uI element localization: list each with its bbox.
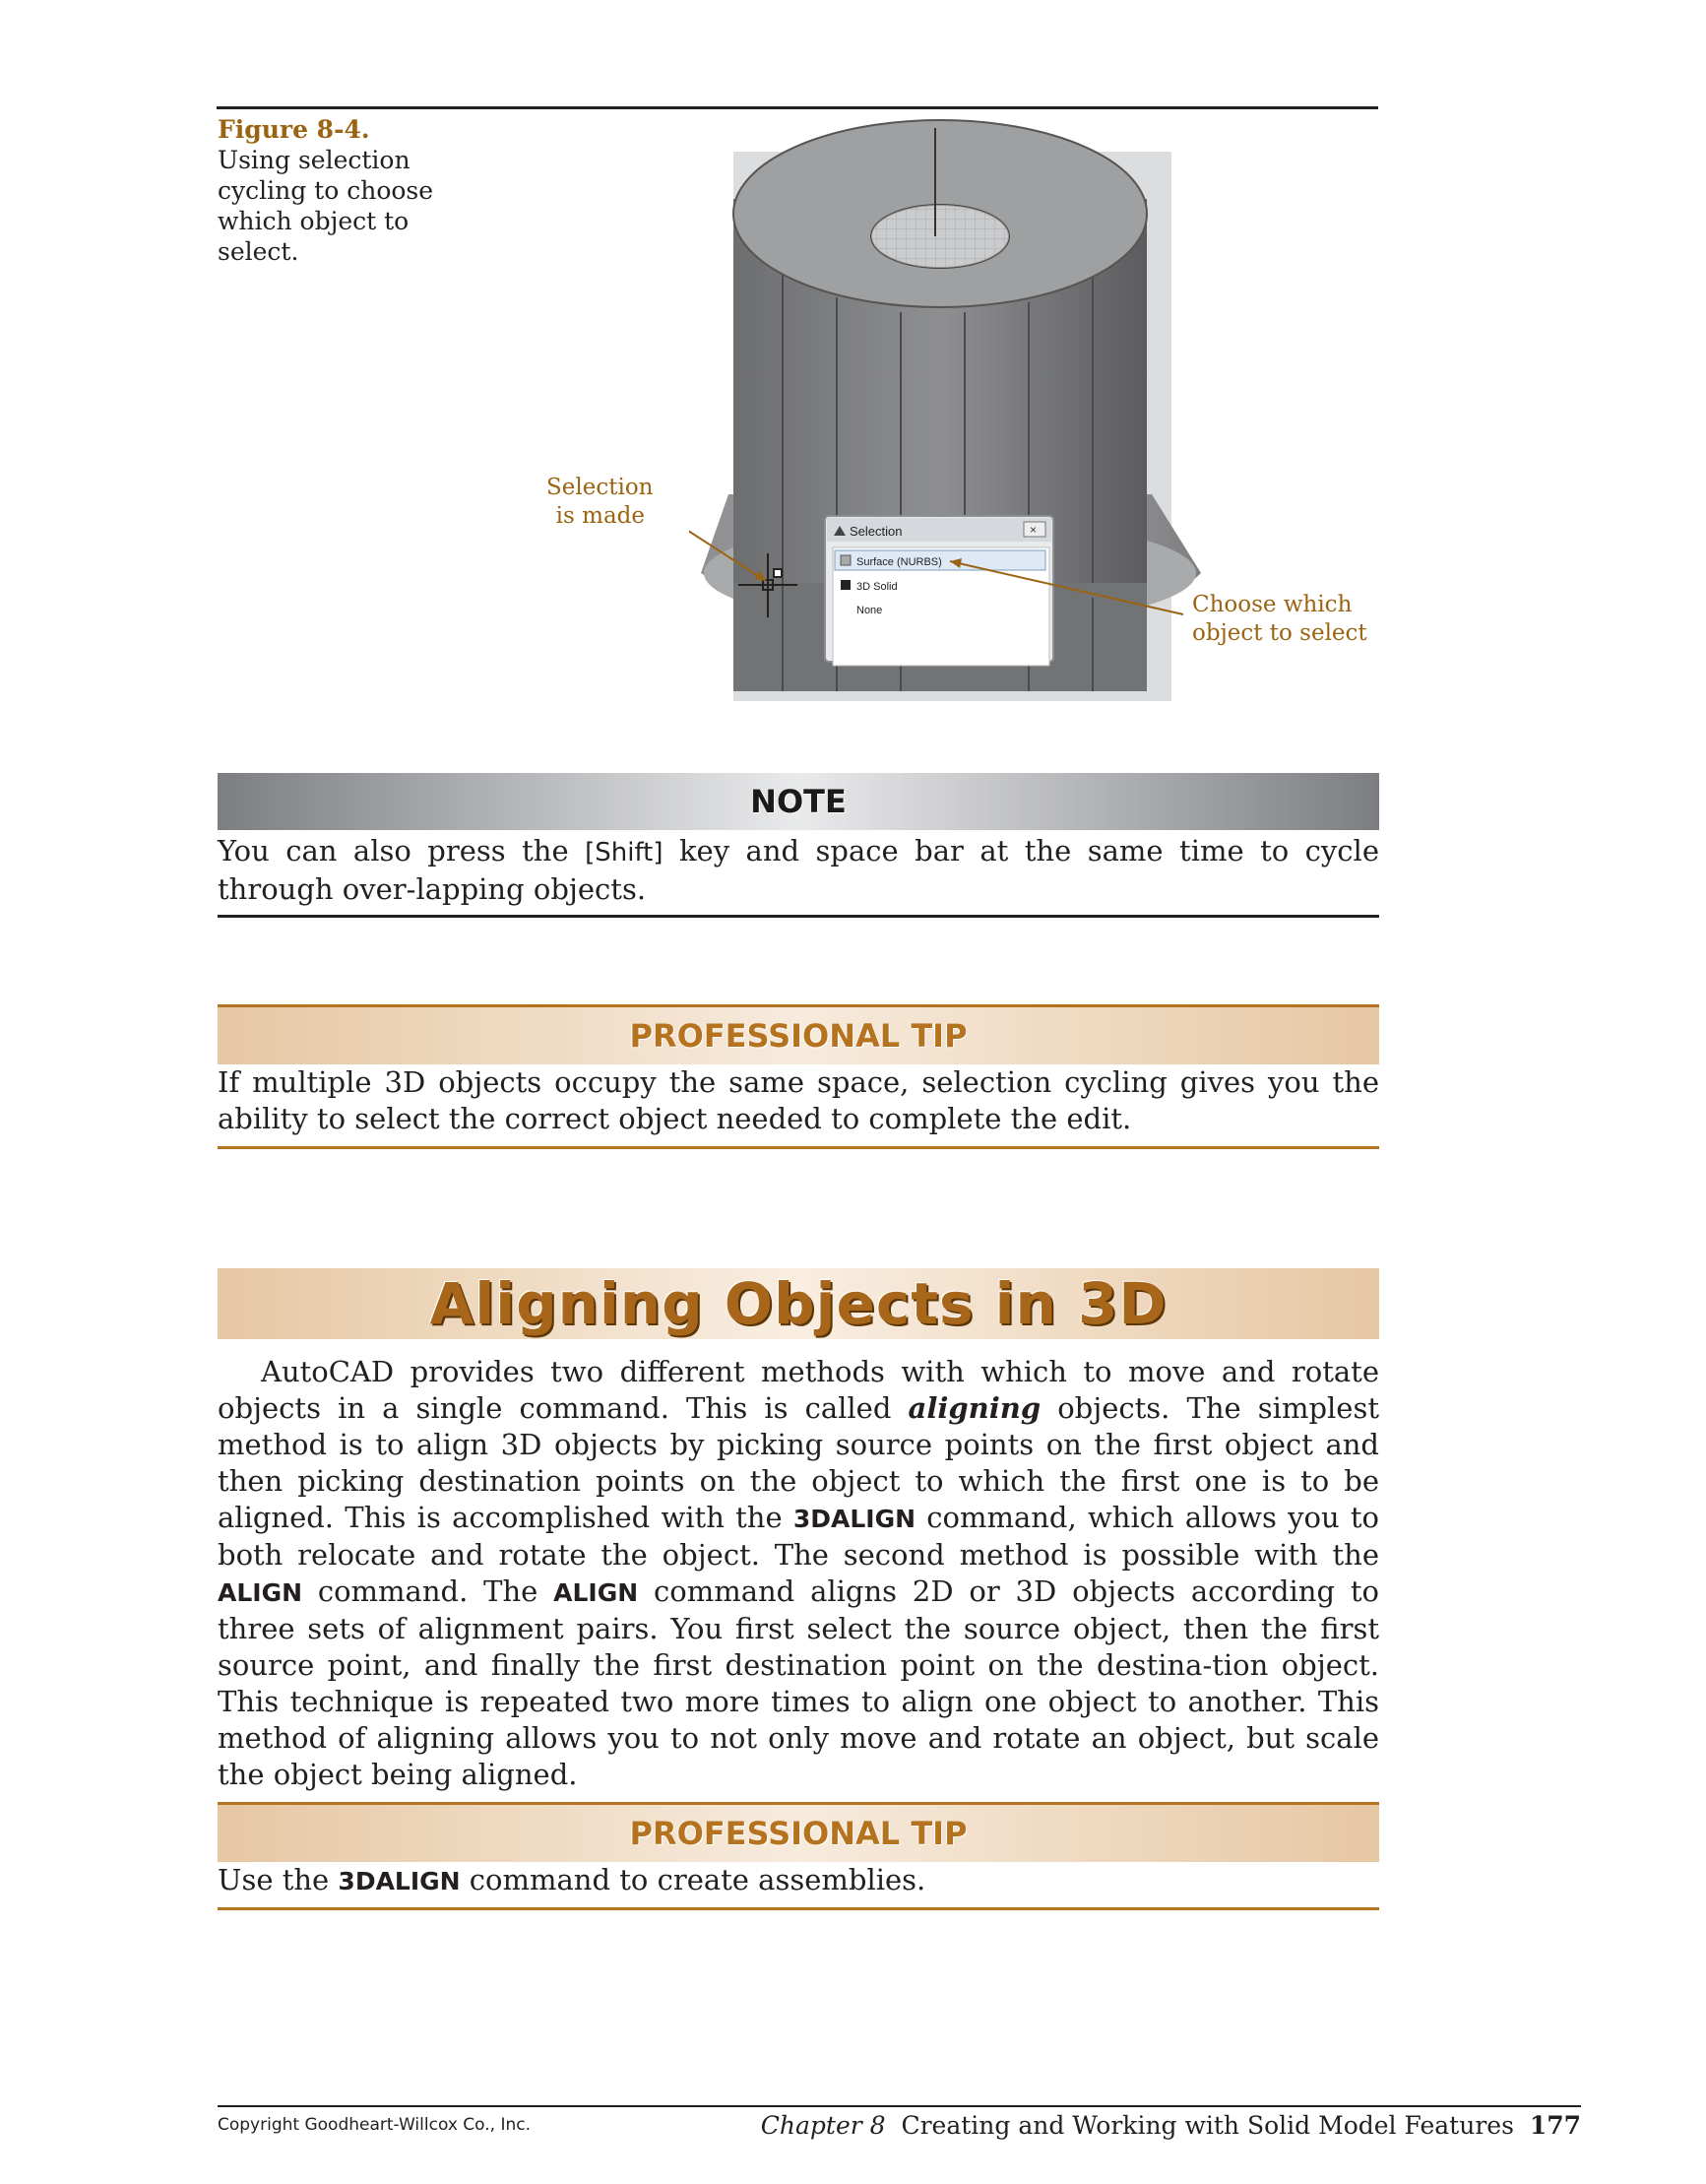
dialog-item-none[interactable]: None (856, 605, 883, 616)
callout-selection-made: Selection is made (546, 475, 654, 529)
command-3dalign: 3DALIGN (792, 1505, 916, 1533)
section-body-paragraph: AutoCAD provides two different methods with which to move and rotate objects in a single command. This is called aligning objects. The simplest method is to align 3D objects by picking source points on the first object and then picking destination points on the object to which the first one is to be aligned. This is accomplished with the 3DALIGN command, which allows you to both relocate and rotate the object. The second method is possible with the ALIGN command. The ALIGN command aligns 2D or 3D objects according to three sets of alignment pairs. You first select the source object, then the first source point, and finally the first destination point on the destina-tion object. This technique is repeated two more times to align one object to another. This method of aligning allows you to not only move and rotate an object, but scale the object being aligned. (218, 1355, 1379, 1791)
solid-swatch-icon (841, 580, 851, 590)
pro-tip-bottom-rule (218, 1146, 1379, 1149)
running-footer (761, 2111, 1581, 2140)
dialog-title: Selection (850, 524, 903, 539)
note-text: You can also press the [Shift] key and space bar at the same time to cycle through over-lapping objects. (218, 834, 1379, 906)
footer-rule (218, 2105, 1581, 2107)
pro-tip-banner-2: PROFESSIONAL TIP (218, 1802, 1379, 1862)
term-aligning: aligning (908, 1391, 1042, 1425)
command-align: ALIGN (553, 1578, 639, 1607)
section-heading: Aligning Objects in 3D (218, 1268, 1379, 1339)
figure-top-rule (217, 106, 1378, 109)
command-3dalign: 3DALIGN (338, 1867, 461, 1895)
figure-caption (218, 114, 454, 267)
shift-key-label: [Shift] (585, 838, 663, 867)
close-icon: × (1030, 523, 1038, 537)
note-banner: NOTE (218, 773, 1379, 830)
command-align: ALIGN (218, 1578, 303, 1607)
selection-dialog (825, 516, 1053, 666)
dialog-item-surface[interactable]: Surface (NURBS) (856, 556, 942, 568)
note-bottom-rule (218, 915, 1379, 918)
pro-tip-text: If multiple 3D objects occupy the same space, selection cycling gives you the ability to select the correct object needed to complete the edit. (218, 1065, 1379, 1135)
figure-caption-text: Using selection cycling to choose which object to select. (218, 146, 434, 266)
chapter-label: Chapter 8 (760, 2111, 886, 2140)
chapter-title: Creating and Working with Solid Model Features (901, 2111, 1514, 2140)
figure-label: Figure 8-4. (218, 115, 370, 144)
callout-choose-object: Choose which object to select (1192, 592, 1367, 646)
pro-tip-banner: PROFESSIONAL TIP (218, 1004, 1379, 1064)
dialog-item-3dsolid[interactable]: 3D Solid (856, 581, 898, 593)
pro-tip-2-text: Use the 3DALIGN command to create assemblies. (218, 1863, 926, 1896)
copyright: Copyright Goodheart-Willcox Co., Inc. (218, 2115, 532, 2135)
surface-swatch-icon (841, 555, 851, 565)
pro-tip-2-bottom-rule (218, 1907, 1379, 1910)
page-number: 177 (1529, 2111, 1581, 2140)
